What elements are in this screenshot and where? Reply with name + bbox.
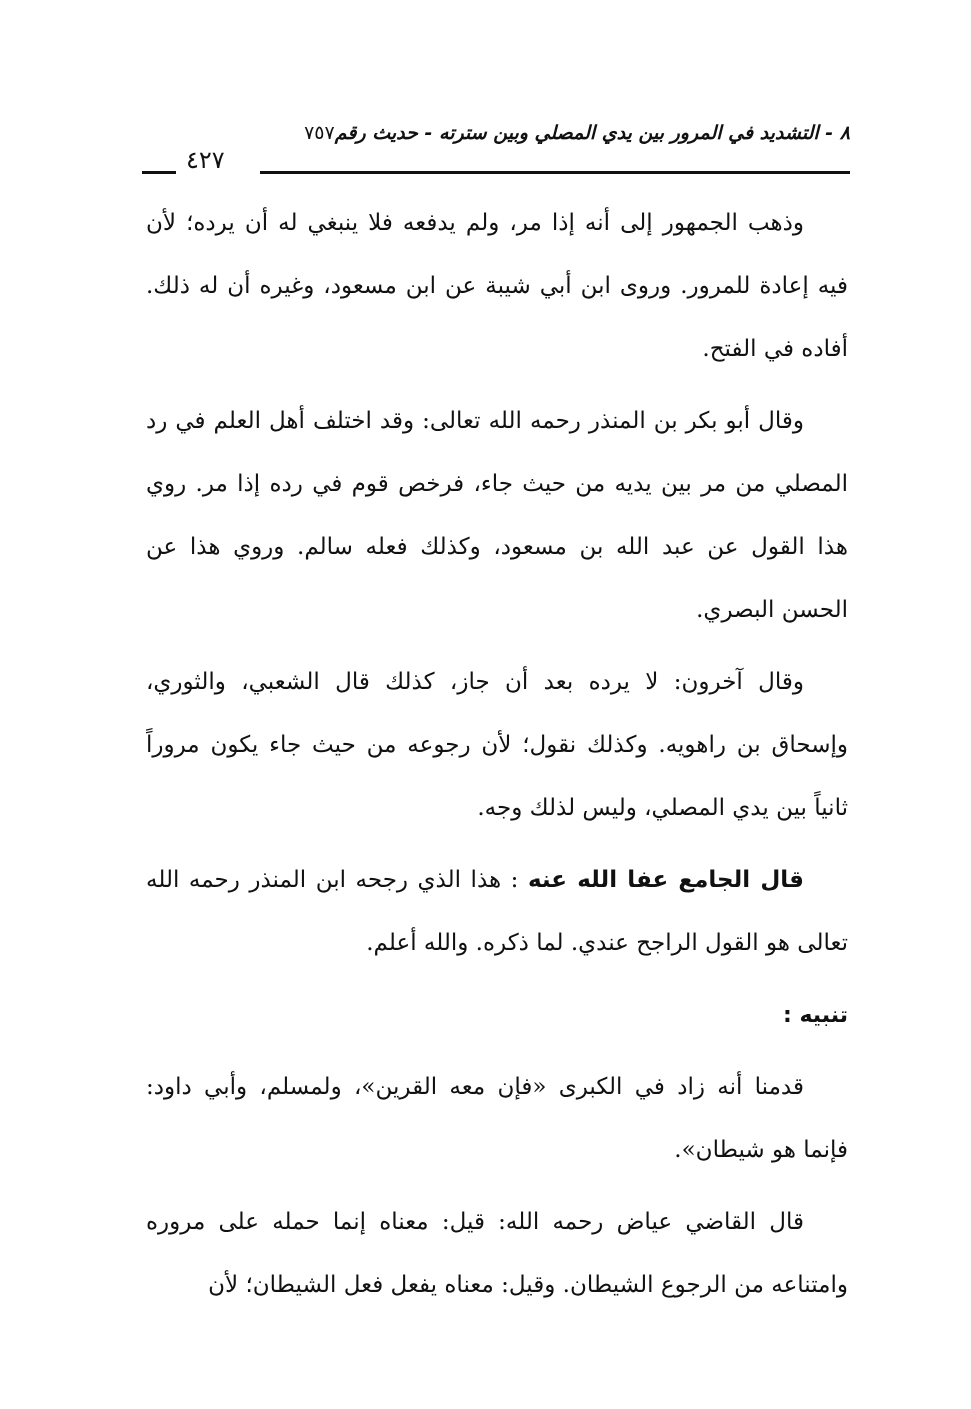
paragraph-2: وقال أبو بكر بن المنذر رحمه الله تعالى: وقد اختلف أهل العلم في رد المصلي من مر بين يديه من حيث جاء، فرخص قوم في رده إذا مر. روي هذا القول عن عبد الله بن مسعود، وكذلك فعله سالم. وروي هذا عن الحسن البصري. — [146, 408, 848, 623]
page-header — [142, 122, 850, 182]
author-remark-text: : هذا الذي رجحه ابن المنذر رحمه الله تعالى هو القول الراجح عندي. لما ذكره. والله أعلم. — [146, 867, 848, 956]
paragraph-1: وذهب الجمهور إلى أنه إذا مر، ولم يدفعه فلا ينبغي له أن يرده؛ لأن فيه إعادة للمرور. وروى ابن أبي شيبة عن ابن مسعود، وغيره أن له ذلك. أفاده في الفتح. — [146, 210, 848, 362]
header-rule-short — [142, 171, 176, 174]
page-body — [146, 192, 848, 1326]
paragraph-4 — [146, 849, 848, 975]
header-rule — [260, 171, 850, 174]
paragraph-5: قدمنا أنه زاد في الكبرى «فإن معه القرين»، ولمسلم، وأبي داود: فإنما هو شيطان». — [146, 1074, 848, 1163]
hadith-number: ٧٥٧ — [304, 122, 335, 144]
page-number: ٤٢٧ — [186, 146, 225, 174]
running-title-text: ٨ - التشديد في المرور بين يدي المصلي وبين سترته - حديث رقم — [334, 122, 850, 144]
author-remark-label: قال الجامع عفا الله عنه — [527, 867, 804, 893]
paragraph-3: وقال آخرون: لا يرده بعد أن جاز، كذلك قال الشعبي، والثوري، وإسحاق بن راهويه. وكذلك نقول؛ لأن رجوعه من حيث جاء يكون مروراً ثانياً بين يدي المصلي، وليس لذلك وجه. — [146, 669, 848, 821]
paragraph-6: قال القاضي عياض رحمه الله: قيل: معناه إنما حمله على مروره وامتناعه من الرجوع الشيطان. وقيل: معناه يفعل فعل الشيطان؛ لأن — [146, 1209, 848, 1298]
running-title — [304, 122, 850, 144]
note-heading: تنبيه : — [782, 1003, 848, 1028]
